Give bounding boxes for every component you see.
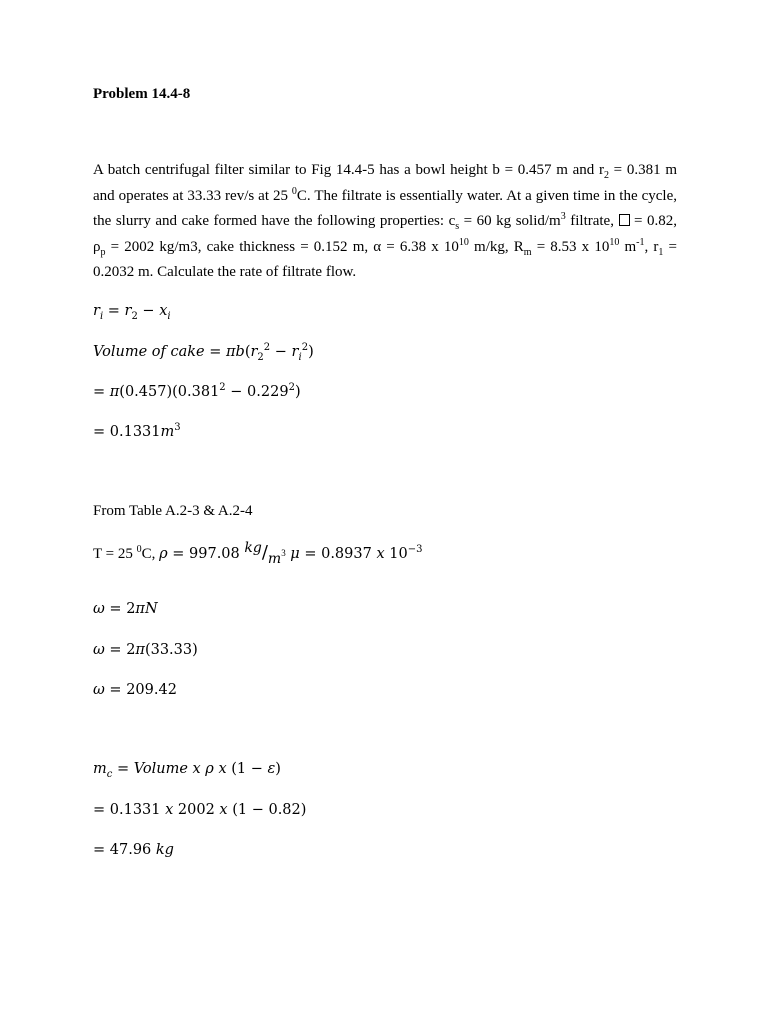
equation-omega-sub: ω = 2π(33.33) — [93, 642, 198, 658]
equation-omega-def: ω = 2πN — [93, 601, 158, 617]
equation-volume-substituted: = $\pi(0.457)(0.381^2 - 0.229^2)$ — [93, 382, 301, 400]
table-reference: From Table A.2-3 & A.2-4 — [93, 503, 253, 519]
equation-omega-result: ω = 209.42 — [93, 682, 177, 698]
problem-statement: A batch centrifugal filter similar to Fig 14.4-5 has a bowl height b = 0.457 m and $r_2 = 0.381$ m and operates at 33.33 rev/s at 25 $^0$C. The filtrate is essentially water. At a given time in the cycle, the slurry and cake formed have the following properties: $c_s = 60$ kg solid/$m^3$ filtrate, = 0.82, $\rho_p = 2002$ kg/m3, cake thickness = 0.152 m, α = 6.38 x $10^{10}$ m/kg, $R_m = 8.53$ x $10^{10}$ $m^{-1}$, $r_1 = 0.2032$ m. Calculate the rate of filtrate flow. — [93, 162, 678, 280]
equation-volume-result: = $0.1331m^3$ — [93, 422, 181, 440]
equation-mc-sub: = 0.1331 x 2002 x (1 − 0.82) — [93, 802, 307, 818]
equation-properties: T = 25 $^0$C, ρ = 997.08 $kg/m^3$ μ = 0.8937 x $10^{-3}$ — [93, 540, 423, 567]
equation-mc-def: $m_c$ = Volume x ρ x (1 − ε) — [93, 761, 281, 780]
equation-volume: Volume of cake = $\pi b(r_2^2 - r_i^2)$ — [93, 342, 314, 363]
equation-ri: $r_i = r_2 - x_i$ — [93, 303, 171, 322]
missing-glyph-box — [619, 214, 630, 226]
problem-title: Problem 14.4-8 — [93, 86, 191, 102]
equation-mc-result: = 47.96 kg — [93, 842, 174, 858]
